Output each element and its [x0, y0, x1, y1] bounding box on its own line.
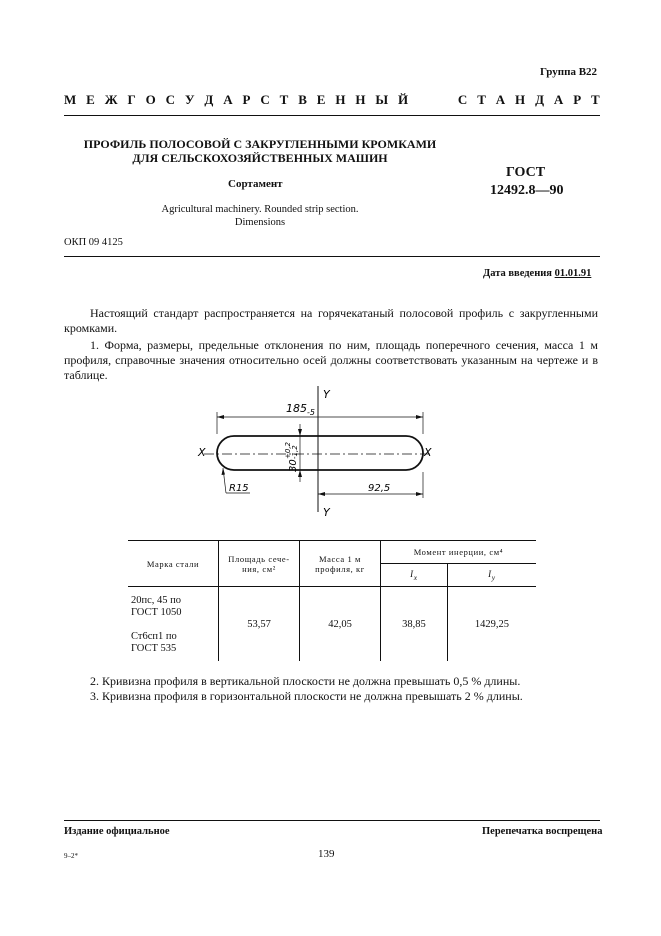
- x-axis-label-left: X: [198, 446, 206, 459]
- header-rule: [64, 256, 600, 257]
- cell-ix: 38,85: [381, 587, 448, 662]
- group-code: Группа В22: [540, 66, 598, 78]
- header-ix-symbol: I: [410, 568, 414, 579]
- header-steel: Марка стали: [128, 541, 219, 587]
- half-width-dimension: 92,5: [368, 483, 391, 494]
- okp-code: ОКП 09 4125: [64, 237, 123, 248]
- paragraph-item-1: 1. Форма, размеры, предельные отклонения по ним, площадь поперечного сечения, масса 1 м профиля, справочные значения относительно осей должны соответствовать указанным на чертеже и в таблице.: [64, 338, 598, 382]
- height-tolerance-lower: -1,2: [291, 445, 299, 459]
- banner-letter: С: [260, 92, 270, 107]
- banner-letter: У: [184, 92, 195, 107]
- footer-official: Издание официальное: [64, 826, 170, 837]
- english-title-line: Agricultural machinery. Rounded strip section.: [161, 204, 359, 215]
- header-iy-symbol: I: [488, 568, 492, 579]
- banner-letter: Р: [242, 92, 251, 107]
- banner-spacer: [418, 92, 448, 108]
- banner-letter: С: [457, 92, 468, 107]
- steel-line: 20пс, 45 по: [131, 595, 182, 606]
- banner-letter: А: [553, 92, 564, 107]
- cell-mass: 42,05: [300, 587, 381, 662]
- footer-rule: [64, 820, 600, 821]
- radius-dimension: R15: [229, 483, 249, 494]
- height-tolerance-upper: +0,2: [284, 442, 292, 459]
- banner-letter: С: [165, 92, 176, 107]
- date-value: 01.01.91: [554, 268, 592, 279]
- paragraph-item-3: 3. Кривизна профиля в горизонтальной плоскости не должна превышать 2 % длины.: [90, 689, 523, 703]
- height-dimension: 30: [288, 459, 299, 472]
- page-number: 139: [318, 848, 335, 860]
- paragraph-item-2: 2. Кривизна профиля в вертикальной плоскости не должна превышать 0,5 % длины.: [90, 674, 521, 688]
- title-line: ПРОФИЛЬ ПОЛОСОВОЙ С ЗАКРУГЛЕННЫМИ КРОМКАМИ: [83, 137, 437, 151]
- y-axis-label-top: Y: [323, 388, 330, 401]
- cell-area: 53,57: [219, 587, 300, 662]
- header-area: Площадь сече-ния, см²: [219, 541, 300, 587]
- standard-banner: [64, 92, 600, 108]
- x-axis-label-right: X: [424, 446, 432, 459]
- banner-letter: Ж: [104, 92, 118, 107]
- header-iy: [447, 564, 536, 587]
- banner-letter: Д: [204, 92, 214, 107]
- banner-letter: Н: [355, 92, 366, 107]
- gost-number: 12492.8—90: [490, 183, 564, 198]
- header-ix-subscript: x: [413, 572, 418, 582]
- document-subtitle: Сортамент: [228, 178, 283, 190]
- footer-reprint: Перепечатка воспрещена: [482, 826, 603, 837]
- english-title-line: Dimensions: [234, 217, 286, 228]
- profile-drawing: [190, 384, 450, 524]
- banner-letter: Е: [316, 92, 326, 107]
- title-line: ДЛЯ СЕЛЬСКОХОЗЯЙСТВЕННЫХ МАШИН: [132, 151, 388, 165]
- banner-letter: А: [223, 92, 233, 107]
- header-ix: [381, 564, 448, 587]
- banner-letter: Г: [127, 92, 136, 107]
- banner-letter: Р: [573, 92, 582, 107]
- banner-letter: Н: [515, 92, 526, 107]
- steel-line: ГОСТ 1050: [131, 607, 182, 618]
- banner-letter: Е: [86, 92, 95, 107]
- width-dimension: 185: [286, 402, 307, 415]
- banner-rule: [64, 115, 600, 116]
- banner-letter: В: [298, 92, 307, 107]
- header-iy-subscript: y: [491, 572, 496, 582]
- steel-line: ГОСТ 535: [131, 643, 177, 654]
- banner-letter: М: [64, 92, 77, 107]
- gost-label: ГОСТ: [506, 165, 546, 180]
- header-mass: Масса 1 м профиля, кг: [300, 541, 381, 587]
- banner-letter: О: [145, 92, 156, 107]
- header-moment: Момент инерции, см⁴: [381, 541, 537, 564]
- cell-steel: [128, 587, 219, 662]
- width-tolerance: -5: [307, 408, 315, 417]
- print-code: 9–2*: [64, 852, 78, 860]
- gost-designation: [490, 164, 564, 200]
- radius-arrow: [222, 468, 226, 475]
- banner-letter: Т: [477, 92, 486, 107]
- y-axis-label-bottom: Y: [323, 506, 330, 519]
- document-title: [60, 137, 460, 165]
- banner-letter: Т: [591, 92, 600, 107]
- paragraph-intro: Настоящий стандарт распространяется на горячекатаный полосовой профиль с закругленными кромками.: [64, 306, 598, 335]
- cell-iy: 1429,25: [447, 587, 536, 662]
- spec-table: [128, 540, 536, 661]
- banner-letter: Й: [398, 92, 409, 107]
- banner-letter: Т: [279, 92, 289, 107]
- english-title: [100, 203, 420, 229]
- banner-letter: Ы: [375, 92, 389, 107]
- effective-date: [483, 268, 591, 279]
- profile-outline: [217, 436, 423, 470]
- banner-letter: Д: [535, 92, 545, 107]
- table-row: [128, 587, 536, 662]
- banner-letter: Н: [335, 92, 346, 107]
- date-label: Дата введения: [483, 268, 552, 279]
- banner-letter: А: [495, 92, 506, 107]
- steel-line: Ст6сп1 по: [131, 631, 177, 642]
